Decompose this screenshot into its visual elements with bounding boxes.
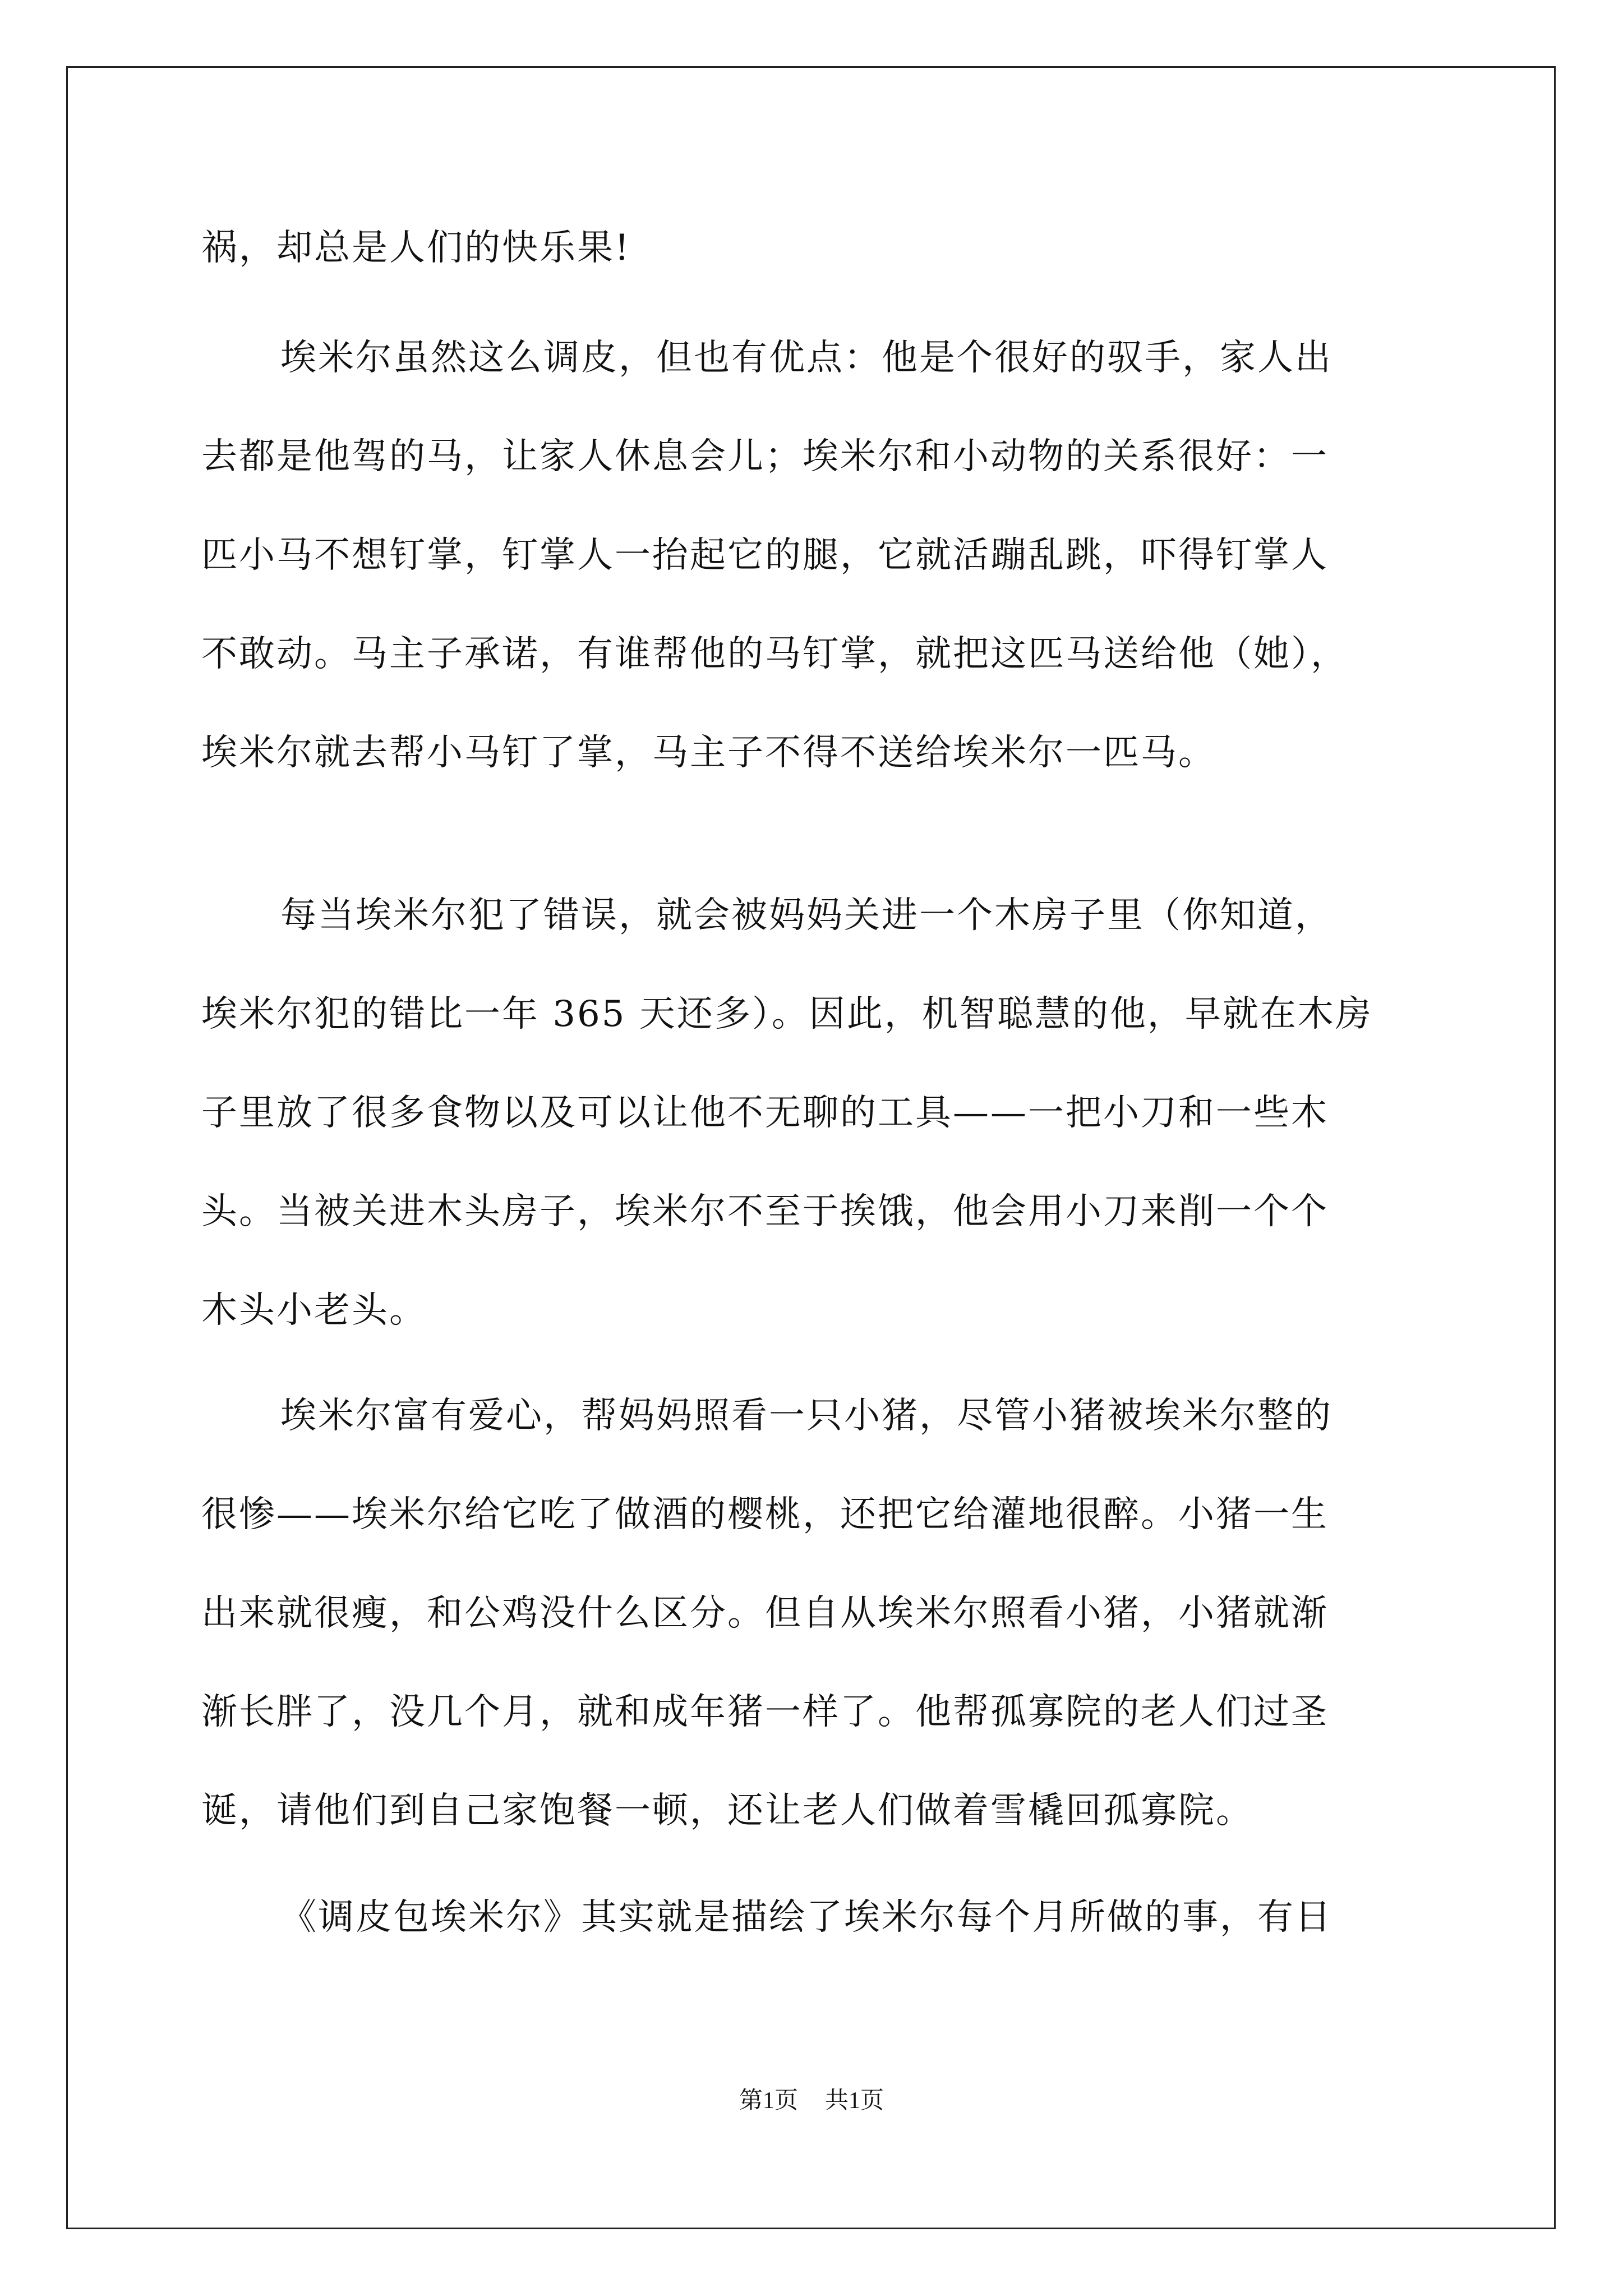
text-line: 埃米尔富有爱心，帮妈妈照看一只小猪，尽管小猪被埃米尔整的 — [280, 1395, 1332, 1437]
text-line: 祸，却总是人们的快乐果! — [201, 227, 631, 269]
text-line: 木头小老头。 — [201, 1290, 427, 1331]
page-number: 第1页 — [739, 2088, 798, 2114]
text-line: 埃米尔就去帮小马钉了掌，马主子不得不送给埃米尔一匹马。 — [201, 732, 1216, 774]
text-line: 匹小马不想钉掌，钉掌人一抬起它的腿，它就活蹦乱跳，吓得钉掌人 — [201, 535, 1329, 576]
text-line: 《调皮包埃米尔》其实就是描绘了埃米尔每个月所做的事，有日 — [280, 1897, 1332, 1938]
text-line: 很惨——埃米尔给它吃了做酒的樱桃，还把它给灌地很醉。小猪一生 — [201, 1494, 1329, 1535]
text-line: 埃米尔犯的错比一年 365 天还多）。因此，机智聪慧的他，早就在木房 — [201, 993, 1373, 1035]
text-line: 诞，请他们到自己家饱餐一顿，还让老人们做着雪橇回孤寡院。 — [201, 1790, 1253, 1832]
text-line: 渐长胖了，没几个月，就和成年猪一样了。他帮孤寡院的老人们过圣 — [201, 1691, 1329, 1733]
page-total: 共1页 — [825, 2088, 884, 2114]
text-line: 去都是他驾的马，让家人休息会儿；埃米尔和小动物的关系很好：一 — [201, 436, 1329, 477]
text-line: 每当埃米尔犯了错误，就会被妈妈关进一个木房子里（你知道， — [280, 895, 1332, 936]
text-line: 子里放了很多食物以及可以让他不无聊的工具——一把小刀和一些木 — [201, 1092, 1329, 1134]
page-footer — [0, 2087, 1623, 2115]
text-line: 出来就很瘦，和公鸡没什么区分。但自从埃米尔照看小猪，小猪就渐 — [201, 1593, 1329, 1634]
text-line: 头。当被关进木头房子，埃米尔不至于挨饿，他会用小刀来削一个个 — [201, 1191, 1329, 1232]
text-line: 埃米尔虽然这么调皮，但也有优点：他是个很好的驭手，家人出 — [280, 337, 1332, 379]
text-line: 不敢动。马主子承诺，有谁帮他的马钉掌，就把这匹马送给他（她）， — [201, 633, 1348, 675]
